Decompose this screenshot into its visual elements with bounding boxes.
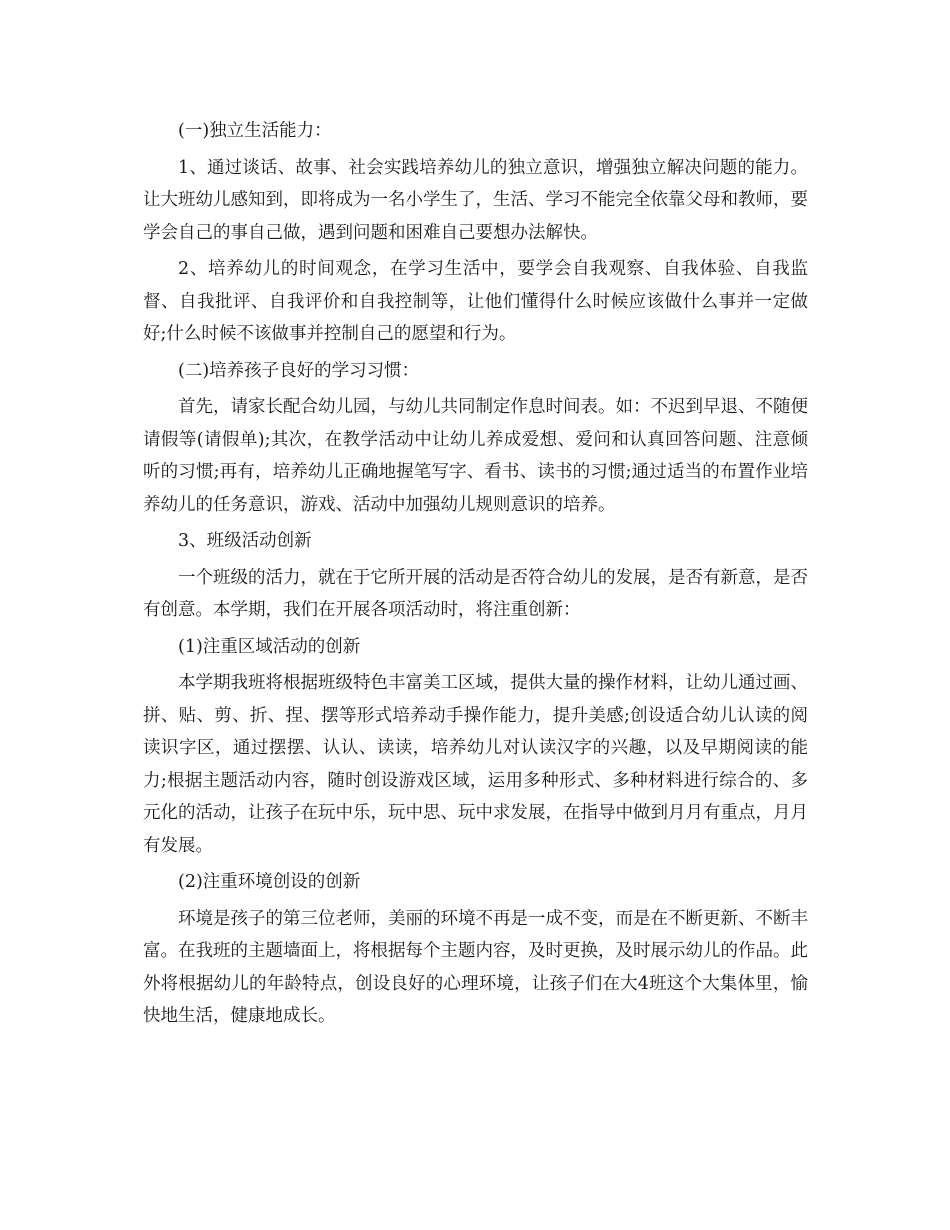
paragraph-independence-1: 1、通过谈话、故事、社会实践培养幼儿的独立意识，增强独立解决问题的能力。让大班幼儿感知到，即将成为一名小学生了，生活、学习不能完全依靠父母和教师，要学会自己的事自己做，遇到问题和困难自己要想办法解快。 <box>143 157 808 243</box>
paragraph-time-concept-2: 2、培养幼儿的时间观念，在学习生活中，要学会自我观察、自我体验、自我监督、自我批评、自我评价和自我控制等，让他们懂得什么时候应该做什么事并一定做好;什么时候不该做事并控制自己的愿望和行为。 <box>143 259 808 344</box>
heading-area-activity: (1)注重区域活动的创新 <box>178 636 361 657</box>
heading-independent-living: (一)独立生活能力： <box>178 121 332 141</box>
paragraph-area-activity: 本学期我班将根据班级特色丰富美工区域，提供大量的操作材料，让幼儿通过画、拼、贴、剪、折、捏、摆等形式培养动手操作能力，提升美感;创设适合幼儿认读的阅读识字区，通过摆摆、认认、读读，培养幼儿对认读汉字的兴趣，以及早期阅读的能力;根据主题活动内容，随时创设游戏区域，运用多种形式、多种材料进行综合的、多元化的活动，让孩子在玩中乐，玩中思、玩中求发展，在指导中做到月月有重点，月月有发展。 <box>143 673 808 856</box>
heading-class-activity-innovation: 3、班级活动创新 <box>178 531 312 551</box>
document-body <box>143 115 808 1037</box>
heading-environment-creation: (2)注重环境创设的创新 <box>178 872 361 892</box>
paragraph-environment-creation: 环境是孩子的第三位老师，美丽的环境不再是一成不变，而是在不断更新、不断丰富。在我班的主题墙面上，将根据每个主题内容，及时更换，及时展示幼儿的作品。此外将根据幼儿的年龄特点，创设良好的心理环境，让孩子们在大4班这个大集体里，愉快地生活，健康地成长。 <box>143 908 808 1026</box>
heading-study-habits: (二)培养孩子良好的学习习惯： <box>178 360 420 381</box>
paragraph-study-habits: 首先，请家长配合幼儿园，与幼儿共同制定作息时间表。如：不迟到早退、不随便请假等(请假单);其次，在教学活动中让幼儿养成爱想、爱问和认真回答问题、注意倾听的习惯;再有，培养幼儿正确地握笔写字、看书、读书的习惯;通过适当的布置作业培养幼儿的任务意识，游戏、活动中加强幼儿规则意识的培养。 <box>143 397 808 515</box>
paragraph-class-vitality: 一个班级的活力，就在于它所开展的活动是否符合幼儿的发展，是否有新意，是否有创意。本学期，我们在开展各项活动时，将注重创新： <box>143 567 808 620</box>
